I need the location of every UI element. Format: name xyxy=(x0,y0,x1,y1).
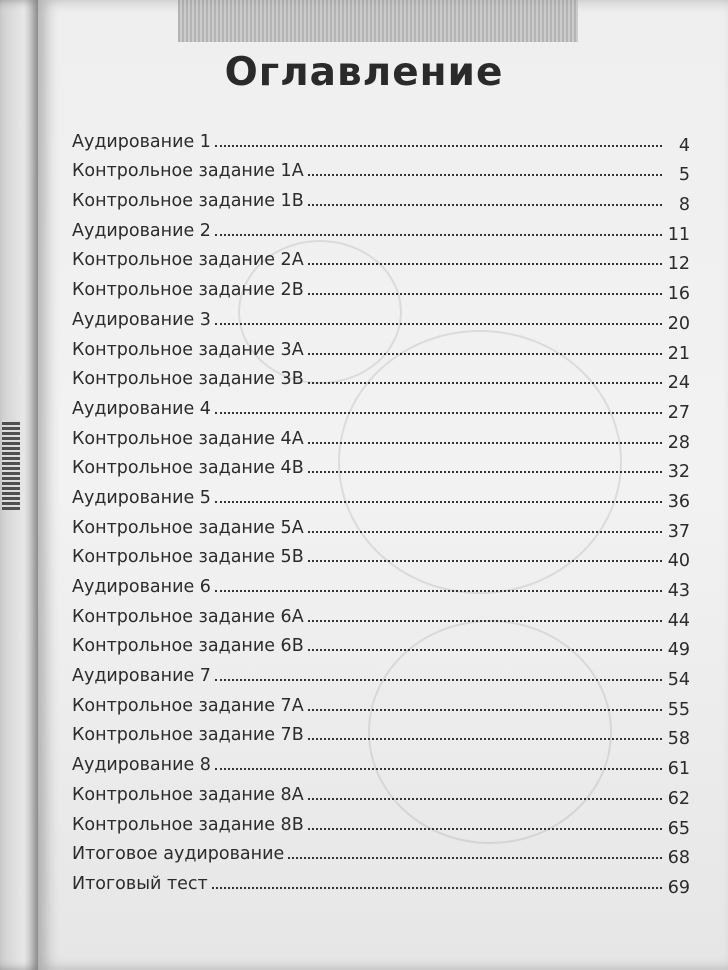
dot-leader xyxy=(215,501,662,503)
toc-entry-label: Аудирование 7 xyxy=(72,666,211,687)
toc-entry-label: Контрольное задание 1A xyxy=(72,161,304,182)
toc-entry-label: Аудирование 3 xyxy=(72,309,211,330)
dot-leader xyxy=(308,798,662,800)
dot-leader xyxy=(308,560,662,562)
toc-entry-label: Аудирование 4 xyxy=(72,398,211,419)
toc-entry-page-number: 8 xyxy=(678,195,690,216)
toc-entry-label: Контрольное задание 8B xyxy=(72,814,304,835)
toc-entry[interactable] xyxy=(72,389,690,423)
dot-leader xyxy=(308,174,662,176)
toc-entry-page-number: 21 xyxy=(667,343,690,364)
dot-leader xyxy=(308,293,662,295)
toc-entry-label: Контрольное задание 5A xyxy=(72,517,304,538)
toc-entry-label: Контрольное задание 2B xyxy=(72,280,304,301)
toc-entry[interactable] xyxy=(72,419,690,453)
toc-entry[interactable] xyxy=(72,686,690,720)
toc-entry-page-number: 55 xyxy=(667,699,690,720)
toc-entry-label: Контрольное задание 1B xyxy=(72,191,304,212)
toc-entry-label: Контрольное задание 8A xyxy=(72,784,304,805)
qr-code-fragment xyxy=(2,420,20,510)
toc-entry-page-number: 11 xyxy=(667,224,690,245)
toc-entry[interactable] xyxy=(72,597,690,631)
toc-entry[interactable] xyxy=(72,805,690,839)
dot-leader xyxy=(308,263,662,265)
toc-entry-page-number: 37 xyxy=(667,521,690,542)
toc-entry-label: Аудирование 1 xyxy=(72,131,211,152)
toc-entry-page-number: 62 xyxy=(667,788,690,809)
toc-entry-page-number: 36 xyxy=(667,491,690,512)
dot-leader xyxy=(308,649,662,651)
table-of-contents xyxy=(72,122,690,898)
toc-entry-page-number: 28 xyxy=(667,432,690,453)
toc-entry-page-number: 5 xyxy=(678,165,690,186)
adjacent-page-edge xyxy=(0,0,40,970)
toc-entry[interactable] xyxy=(72,835,690,869)
toc-entry-label: Контрольное задание 4A xyxy=(72,428,304,449)
toc-entry-page-number: 24 xyxy=(667,373,690,394)
dot-leader xyxy=(215,590,662,592)
toc-entry-page-number: 4 xyxy=(678,135,690,156)
toc-entry-label: Итоговый тест xyxy=(72,873,208,894)
top-illustration-strip xyxy=(178,0,578,42)
toc-entry-page-number: 58 xyxy=(667,729,690,750)
toc-entry[interactable] xyxy=(72,745,690,780)
dot-leader xyxy=(215,145,662,147)
toc-entry[interactable] xyxy=(72,181,690,216)
toc-entry[interactable] xyxy=(72,775,690,809)
toc-entry-label: Аудирование 2 xyxy=(72,220,211,241)
toc-entry[interactable] xyxy=(72,567,690,601)
toc-entry[interactable] xyxy=(72,270,690,305)
toc-entry-page-number: 68 xyxy=(667,848,690,869)
dot-leader xyxy=(308,738,662,740)
dot-leader xyxy=(308,709,662,711)
dot-leader xyxy=(308,828,662,830)
toc-entry-label: Итоговое аудирование xyxy=(72,844,285,865)
toc-entry-label: Аудирование 6 xyxy=(72,577,211,597)
toc-entry[interactable] xyxy=(72,330,690,364)
dot-leader xyxy=(308,204,662,206)
toc-entry[interactable] xyxy=(72,656,690,691)
toc-entry[interactable] xyxy=(72,449,690,483)
toc-entry-page-number: 32 xyxy=(667,462,690,483)
toc-entry-page-number: 27 xyxy=(667,402,690,423)
toc-entry-page-number: 12 xyxy=(667,254,690,275)
toc-entry[interactable] xyxy=(72,152,690,186)
toc-entry-label: Контрольное задание 3A xyxy=(72,339,304,360)
toc-entry-page-number: 69 xyxy=(667,877,690,898)
dot-leader xyxy=(215,323,662,325)
dot-leader xyxy=(308,353,662,355)
toc-entry[interactable] xyxy=(72,360,690,394)
toc-entry-label: Контрольное задание 4B xyxy=(72,458,304,479)
toc-entry[interactable] xyxy=(72,508,690,542)
toc-entry-label: Контрольное задание 6A xyxy=(72,606,304,627)
dot-leader xyxy=(212,887,662,889)
toc-entry-page-number: 49 xyxy=(667,640,690,661)
toc-entry-page-number: 43 xyxy=(667,581,690,601)
toc-entry-page-number: 44 xyxy=(667,610,690,631)
dot-leader xyxy=(308,471,662,473)
page-title: Оглавление xyxy=(224,50,504,95)
toc-entry-page-number: 16 xyxy=(667,284,690,305)
toc-entry-label: Контрольное задание 7B xyxy=(72,725,304,746)
toc-entry[interactable] xyxy=(72,241,690,275)
dot-leader xyxy=(308,620,662,622)
toc-entry[interactable] xyxy=(72,478,690,512)
toc-entry-label: Контрольное задание 5B xyxy=(72,547,304,568)
toc-entry[interactable] xyxy=(72,716,690,750)
toc-entry[interactable] xyxy=(72,627,690,661)
toc-entry-label: Контрольное задание 6B xyxy=(72,636,304,657)
dot-leader xyxy=(308,531,662,533)
toc-entry-label: Контрольное задание 7A xyxy=(72,695,304,716)
toc-entry-label: Контрольное задание 3B xyxy=(72,369,304,390)
toc-entry[interactable] xyxy=(72,864,690,898)
toc-entry-page-number: 20 xyxy=(667,313,690,334)
dot-leader xyxy=(215,412,662,414)
toc-entry-label: Аудирование 5 xyxy=(72,487,211,508)
toc-entry[interactable] xyxy=(72,122,690,156)
toc-entry-page-number: 40 xyxy=(667,551,690,572)
dot-leader xyxy=(215,234,662,236)
dot-leader xyxy=(308,442,662,444)
toc-entry[interactable] xyxy=(72,300,690,334)
toc-entry-label: Контрольное задание 2A xyxy=(72,250,304,271)
toc-entry[interactable] xyxy=(72,211,690,245)
dot-leader xyxy=(288,857,661,859)
dot-leader xyxy=(215,768,662,770)
dot-leader xyxy=(215,679,662,681)
toc-entry-page-number: 54 xyxy=(667,670,690,691)
toc-entry-page-number: 61 xyxy=(667,759,690,780)
dot-leader xyxy=(308,382,662,384)
toc-entry[interactable] xyxy=(72,538,690,572)
toc-entry-label: Аудирование 8 xyxy=(72,755,211,776)
toc-entry-page-number: 65 xyxy=(667,818,690,839)
